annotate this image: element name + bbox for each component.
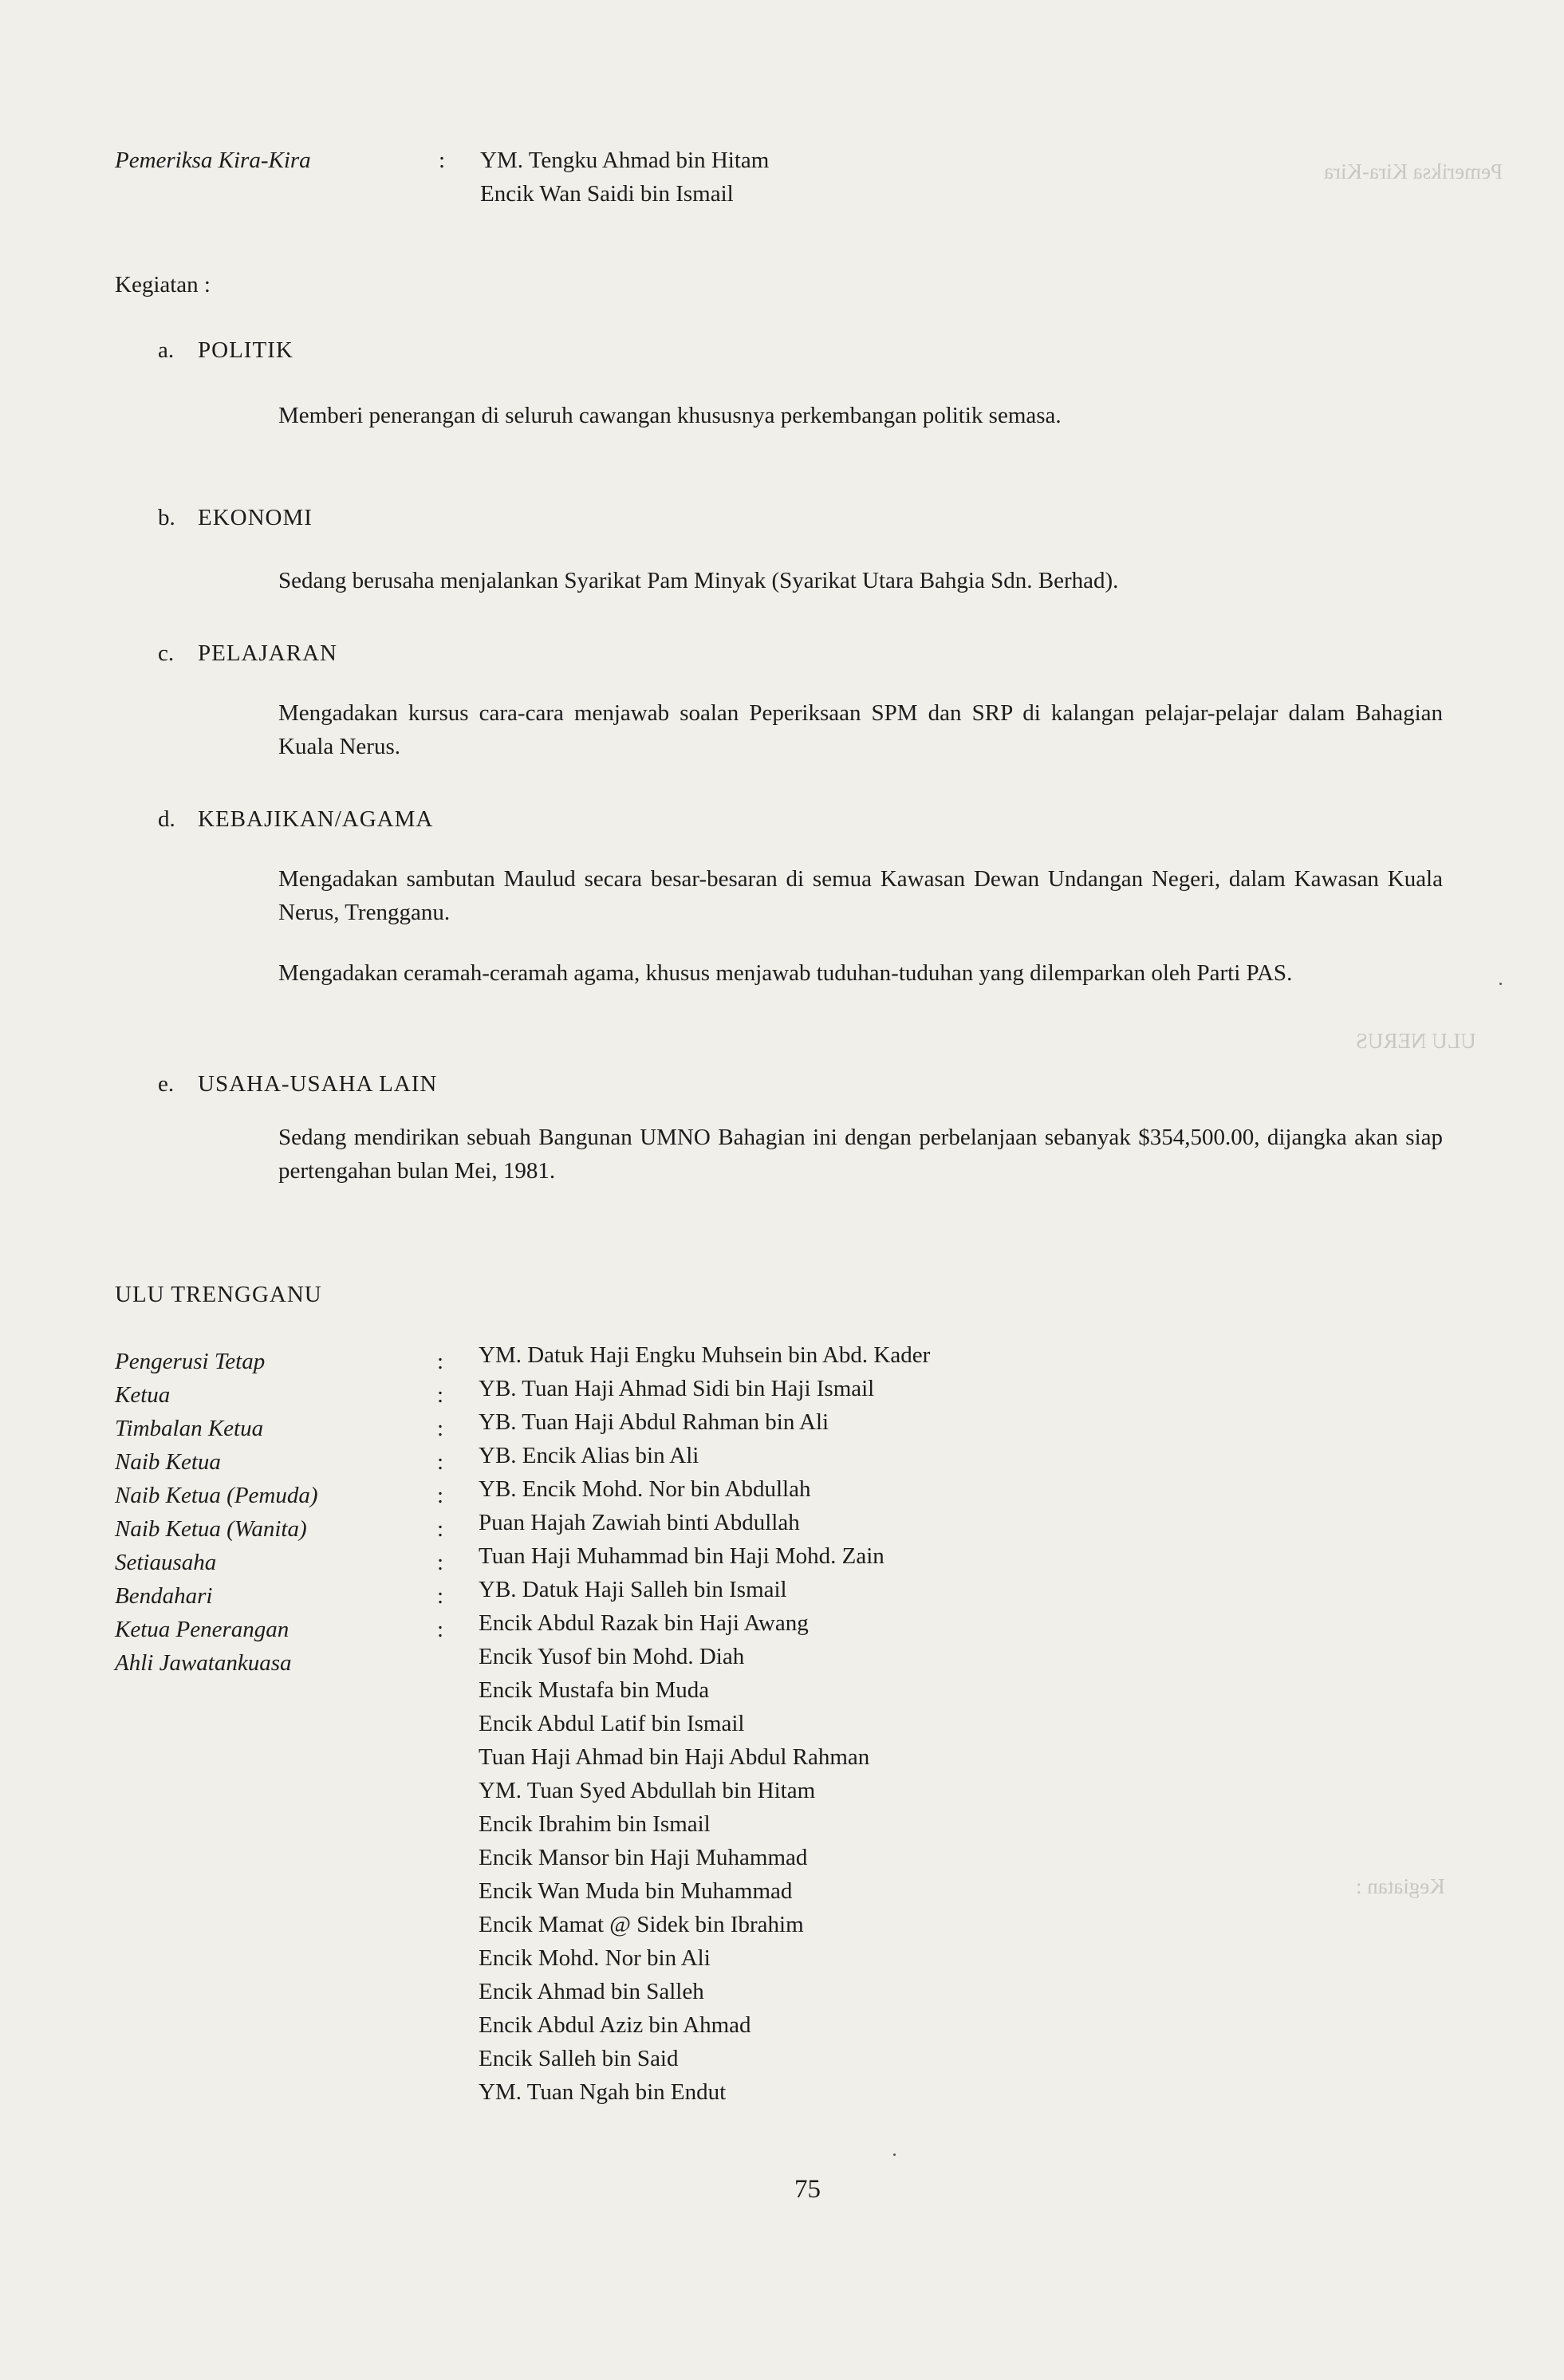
scan-speck [893,2153,896,2156]
committee-member: Tuan Haji Ahmad bin Haji Abdul Rahman [479,1744,870,1770]
officer-name: YB. Tuan Haji Ahmad Sidi bin Haji Ismail [479,1376,875,1401]
section-paragraph: Memberi penerangan di seluruh cawangan khususnya perkembangan politik semasa. [278,403,1062,428]
committee-member: Encik Mohd. Nor bin Ali [479,1945,711,1971]
officer-name: YB. Datuk Haji Salleh bin Ismail [479,1577,787,1602]
bleed-through-text: Pemeriksa Kira-Kira [1324,160,1503,183]
officer-names [479,1338,1356,2109]
officer-name: Tuan Haji Muhammad bin Haji Mohd. Zain [479,1543,884,1569]
officer-role: Timbalan Ketua [115,1416,264,1441]
auditor-name: YM. Tengku Ahmad bin Hitam [480,148,770,173]
section-paragraph: Sedang berusaha menjalankan Syarikat Pam Minyak (Syarikat Utara Bahgia Sdn. Berhad). [278,568,1119,593]
colon: : [437,1516,444,1542]
officer-role: Pengerusi Tetap [115,1349,266,1374]
committee-member: YM. Tuan Ngah bin Endut [479,2079,727,2105]
auditor-name: Encik Wan Saidi bin Ismail [480,181,734,207]
committee-member: Encik Abdul Latif bin Ismail [479,1711,745,1736]
page-number: 75 [794,2175,821,2204]
colon: : [437,1416,444,1441]
officer-role: Naib Ketua (Pemuda) [115,1483,318,1508]
officer-name: Encik Abdul Razak bin Haji Awang [479,1610,809,1636]
officer-role: Ahli Jawatankuasa [115,1650,292,1676]
committee-member: Encik Ahmad bin Salleh [479,1979,704,2004]
colon: : [439,148,446,173]
committee-member: Encik Mansor bin Haji Muhammad [479,1845,808,1870]
colon: : [437,1349,444,1374]
colon: : [437,1617,444,1642]
officer-role: Ketua [115,1382,171,1408]
committee-member: Encik Yusof bin Mohd. Diah [479,1644,745,1669]
section-marker: d. [158,806,175,832]
section-paragraph: Sedang mendirikan sebuah Bangunan UMNO Bahagian ini dengan perbelanjaan sebanyak $354,500.00, dijangka akan siap pertengahan bulan Mei, 1981. [278,1125,1443,1184]
section-paragraph: Mengadakan kursus cara-cara menjawab soalan Peperiksaan SPM dan SRP di kalangan pelajar-pelajar dalam Bahagian Kuala Nerus. [278,700,1443,759]
officer-colons [437,1345,461,1646]
section-marker: c. [158,640,175,666]
section-paragraph: Mengadakan ceramah-ceramah agama, khusus menjawab tuduhan-tuduhan yang dilemparkan oleh Parti PAS. [278,960,1293,986]
officer-roles [115,1345,450,1680]
committee-member: Encik Abdul Aziz bin Ahmad [479,2012,751,2038]
officer-role: Bendahari [115,1583,213,1609]
section-paragraph: Mengadakan sambutan Maulud secara besar-besaran di semua Kawasan Dewan Undangan Negeri, dalam Kawasan Kuala Nerus, Trengganu. [278,866,1443,925]
committee-member: Encik Mustafa bin Muda [479,1677,710,1703]
colon: : [437,1583,444,1609]
section-marker: a. [158,337,175,363]
colon: : [437,1550,444,1575]
scan-speck [1499,983,1502,985]
auditor-label: Pemeriksa Kira-Kira [115,148,311,173]
colon: : [437,1483,444,1508]
officer-name: Puan Hajah Zawiah binti Abdullah [479,1510,800,1535]
officer-role: Setiausaha [115,1550,217,1575]
officer-name: YB. Encik Mohd. Nor bin Abdullah [479,1476,811,1502]
committee-member: Encik Salleh bin Said [479,2046,679,2071]
colon: : [437,1449,444,1475]
committee-member: Encik Mamat @ Sidek bin Ibrahim [479,1912,804,1937]
section-title: USAHA-USAHA LAIN [198,1071,438,1097]
section-title: PELAJARAN [198,640,337,666]
officer-role: Naib Ketua [115,1449,221,1475]
bleed-through-text: Kegiatan : [1356,1874,1445,1898]
officer-role: Naib Ketua (Wanita) [115,1516,307,1542]
section-title: POLITIK [198,337,293,363]
committee-member: YM. Tuan Syed Abdullah bin Hitam [479,1778,816,1803]
committee-member: Encik Ibrahim bin Ismail [479,1811,711,1837]
bleed-through-text: ULU NERUS [1356,1029,1476,1053]
colon: : [437,1382,444,1408]
officer-role: Ketua Penerangan [115,1617,290,1642]
officer-name: YB. Encik Alias bin Ali [479,1443,699,1468]
officer-name: YM. Datuk Haji Engku Muhsein bin Abd. Kader [479,1342,931,1368]
section-title: KEBAJIKAN/AGAMA [198,806,434,832]
section-marker: e. [158,1071,175,1097]
activities-label: Kegiatan : [115,272,211,298]
section-marker: b. [158,505,175,530]
committee-member: Encik Wan Muda bin Muhammad [479,1878,793,1904]
division-title: ULU TRENGGANU [115,1282,322,1307]
officer-name: YB. Tuan Haji Abdul Rahman bin Ali [479,1409,829,1435]
section-title: EKONOMI [198,505,313,530]
